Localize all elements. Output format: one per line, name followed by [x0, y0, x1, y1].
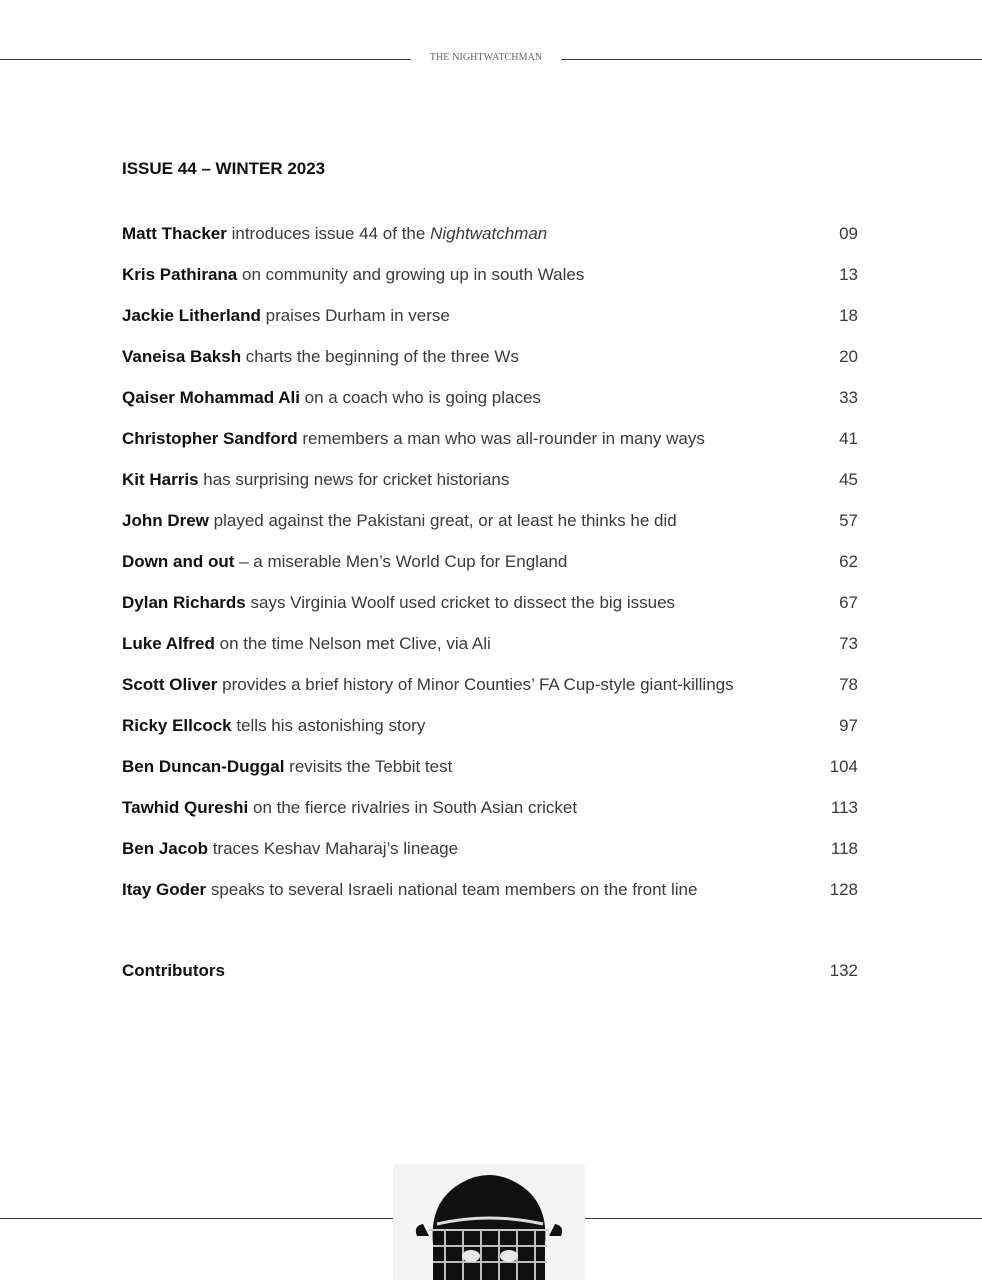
toc-entry-page-number: 18	[839, 306, 858, 325]
toc-entry-page-number: 62	[839, 552, 858, 571]
toc-entry-page-number: 57	[839, 511, 858, 530]
toc-entry-page-number: 73	[839, 634, 858, 653]
toc-entry-text	[122, 837, 814, 861]
toc-entry[interactable]	[122, 550, 858, 591]
toc-entry-page-number: 104	[829, 757, 858, 776]
toc-entry-description	[261, 306, 450, 325]
toc-entry-page-number: 67	[839, 593, 858, 612]
toc-entry-description	[300, 388, 541, 407]
toc-entry-description-text: traces Keshav Maharaj’s lineage	[207, 839, 459, 858]
toc-entry[interactable]	[122, 427, 858, 468]
toc-entry-author: Christopher Sandford	[122, 429, 298, 448]
toc-entry-description-text: – a miserable Men’s World Cup for England	[234, 552, 568, 571]
toc-entry-description-text: on the fierce rivalries in South Asian cricket	[248, 798, 578, 817]
toc-entry-author: Scott Oliver	[122, 675, 218, 694]
toc-entry-description	[215, 634, 491, 653]
toc-entry-description	[199, 470, 510, 489]
toc-entry-page-number: 41	[839, 429, 858, 448]
toc-entry-page-number: 113	[830, 798, 858, 817]
toc-entry-author: Dylan Richards	[122, 593, 246, 612]
toc-entry-text	[122, 878, 814, 902]
toc-entry-description-text: praises Durham in verse	[260, 306, 450, 325]
toc-entry[interactable]	[122, 796, 858, 837]
toc-entry-text	[122, 263, 814, 287]
toc-entry-description	[248, 798, 577, 817]
toc-entry[interactable]	[122, 386, 858, 427]
toc-entry-description	[234, 552, 567, 571]
toc-entry-description-text: has surprising news for cricket historians	[198, 470, 510, 489]
toc-entry-text	[122, 345, 814, 369]
toc-entry-description	[217, 675, 733, 694]
toc-entry-description	[209, 511, 677, 530]
toc-entry[interactable]	[122, 591, 858, 632]
toc-entry[interactable]	[122, 345, 858, 386]
toc-entry-page-number: 13	[839, 265, 858, 284]
toc-entry-description-text: revisits the Tebbit test	[284, 757, 453, 776]
toc-entry-page-number: 33	[839, 388, 858, 407]
toc-entry-description-text: provides a brief history of Minor Counties’ FA Cup-style giant-killings	[217, 675, 734, 694]
toc-entry-description-text: on community and growing up in south Wales	[237, 265, 585, 284]
toc-entry-author: John Drew	[122, 511, 209, 530]
table-of-contents	[122, 222, 858, 919]
toc-entry-description-text: tells his astonishing story	[231, 716, 426, 735]
toc-entry-author: Ben Duncan-Duggal	[122, 757, 285, 776]
toc-entry-text	[122, 591, 814, 615]
toc-entry[interactable]	[122, 673, 858, 714]
toc-entry-text	[122, 632, 814, 656]
toc-entry-description	[237, 265, 584, 284]
toc-entry-author: Ricky Ellcock	[122, 716, 232, 735]
toc-entry-text	[122, 673, 814, 697]
toc-entry[interactable]	[122, 837, 858, 878]
toc-entry-page-number: 45	[839, 470, 858, 489]
toc-entry-author: Vaneisa Baksh	[122, 347, 242, 366]
toc-entry-description-text: says Virginia Woolf used cricket to dissect the big issues	[245, 593, 676, 612]
toc-entry-text	[122, 550, 814, 574]
toc-entry[interactable]	[122, 878, 858, 919]
toc-entry-contributors[interactable]	[122, 959, 858, 983]
toc-entry-text	[122, 755, 814, 779]
toc-entry-text	[122, 796, 814, 820]
toc-entry[interactable]	[122, 263, 858, 304]
toc-entry-author: Kris Pathirana	[122, 265, 238, 284]
toc-entry-description-text: played against the Pakistani great, or at least he thinks he did	[208, 511, 677, 530]
toc-entry-page-number: 09	[839, 224, 858, 243]
contributors-label: Contributors	[122, 961, 225, 980]
toc-entry-page-number: 128	[829, 880, 858, 899]
toc-entry-author: Ben Jacob	[122, 839, 208, 858]
header-rule	[0, 51, 982, 67]
toc-entry-author: Jackie Litherland	[122, 306, 261, 325]
issue-heading: ISSUE 44 – WINTER 2023	[122, 159, 326, 178]
toc-entry-description-text: introduces issue 44 of the	[226, 224, 431, 243]
toc-entry-text	[122, 427, 814, 451]
header-rule-right-line	[561, 59, 982, 60]
toc-entry-page-number: 20	[839, 347, 858, 366]
toc-entry-page-number: 97	[839, 716, 858, 735]
toc-entry-description-text: charts the beginning of the three Ws	[241, 347, 519, 366]
toc-entry-description	[241, 347, 519, 366]
publication-name: THE NIGHTWATCHMAN	[429, 52, 543, 63]
toc-entry-author: Luke Alfred	[122, 634, 215, 653]
toc-entry-author: Tawhid Qureshi	[122, 798, 249, 817]
toc-entry-description-italic: Nightwatchman	[430, 224, 548, 243]
contributors-page-number: 132	[829, 961, 858, 980]
toc-entry-description-text: on a coach who is going places	[299, 388, 541, 407]
toc-entry-description	[246, 593, 675, 612]
toc-entry[interactable]	[122, 755, 858, 796]
toc-entry-text	[122, 222, 814, 246]
header-rule-left-line	[0, 59, 411, 60]
toc-entry-text	[122, 509, 814, 533]
toc-entry[interactable]	[122, 632, 858, 673]
toc-entry-author: Matt Thacker	[122, 224, 227, 243]
toc-entry-description	[232, 716, 426, 735]
toc-entry-description-text: remembers a man who was all-rounder in many ways	[297, 429, 705, 448]
toc-entry-description-text: on the time Nelson met Clive, via Ali	[214, 634, 491, 653]
toc-entry-description	[227, 224, 547, 243]
toc-entry-page-number: 118	[830, 839, 858, 858]
toc-entry-description	[284, 757, 452, 776]
toc-entry[interactable]	[122, 222, 858, 263]
toc-entry[interactable]	[122, 468, 858, 509]
toc-entry-text	[122, 304, 814, 328]
toc-entry-description	[206, 880, 697, 899]
toc-entry-author: Qaiser Mohammad Ali	[122, 388, 300, 407]
toc-entry[interactable]	[122, 304, 858, 345]
toc-entry[interactable]	[122, 714, 858, 755]
toc-entry-text	[122, 468, 814, 492]
toc-entry-page-number: 78	[839, 675, 858, 694]
toc-entry-description	[298, 429, 705, 448]
toc-entry-author: Kit Harris	[122, 470, 199, 489]
toc-entry-description	[208, 839, 458, 858]
toc-entry-text	[122, 386, 814, 410]
toc-entry-author: Down and out	[122, 552, 235, 571]
cricketer-helmet-icon	[393, 1164, 585, 1280]
toc-entry-description-text: speaks to several Israeli national team members on the front line	[206, 880, 698, 899]
toc-entry-text	[122, 714, 814, 738]
toc-entry-author: Itay Goder	[122, 880, 207, 899]
toc-entry[interactable]	[122, 509, 858, 550]
